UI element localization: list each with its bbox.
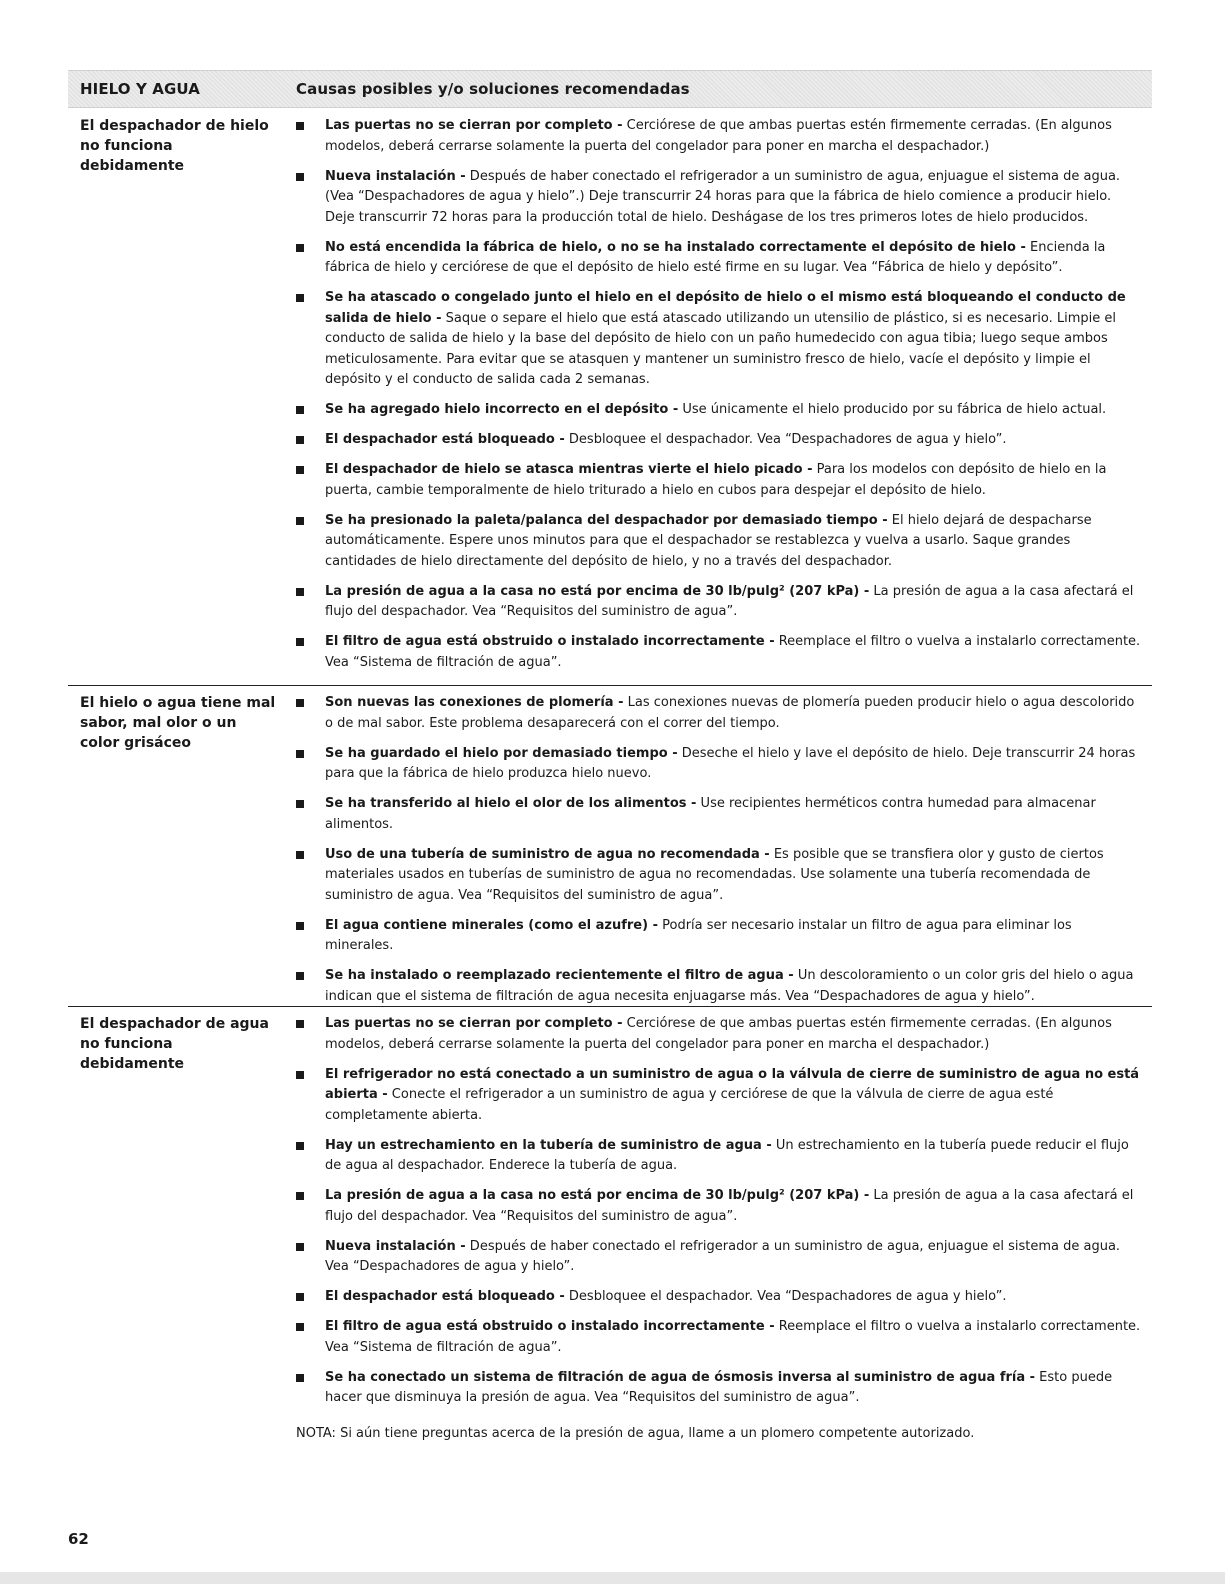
causes-list bbox=[296, 693, 1144, 1017]
square-bullet-icon bbox=[296, 466, 304, 474]
cause-description: Esto puede hacer que disminuya la presión de agua. Vea “Requisitos del suministro de agua”. bbox=[325, 1369, 1113, 1405]
square-bullet-icon bbox=[296, 1142, 304, 1150]
cause-description: Después de haber conectado el refrigerador a un suministro de agua, enjuague el sistema de agua. (Vea “Despachadores de agua y hielo”.) Deje transcurrir 24 horas para que la fábrica de hielo comience a producir hielo. Deje transcurrir 72 horas para la producción total de hielo. Deshágase de los tres primeros lotes de hielo producidos. bbox=[325, 168, 1121, 225]
cause-item bbox=[296, 430, 1144, 451]
cause-title: Se ha presionado la paleta/palanca del despachador por demasiado tiempo - bbox=[325, 512, 888, 528]
square-bullet-icon bbox=[296, 122, 304, 130]
header-causes: Causas posibles y/o soluciones recomendadas bbox=[296, 80, 690, 98]
problem-title: El despachador de hielo no funciona debidamente bbox=[80, 118, 269, 174]
cause-title: El despachador de hielo se atasca mientras vierte el hielo picado - bbox=[325, 462, 813, 477]
page-bottom-band bbox=[0, 1572, 1225, 1584]
cause-description: Saque o separe el hielo que está atascado utilizando un utensilio de plástico, si es necesario. Limpie el conducto de salida de hielo y la base del depósito de hielo con un paño humedecido con agua tibia; luego seque ambos meticulosamente. Para evitar que se atasquen y mantener un suministro fresco de hielo, vacíe el depósito y limpie el depósito y el conducto de salida cada 2 semanas. bbox=[325, 310, 1116, 387]
cause-item bbox=[296, 1317, 1144, 1358]
cause-title: Son nuevas las conexiones de plomería - bbox=[325, 695, 624, 710]
square-bullet-icon bbox=[296, 851, 304, 859]
note-text: NOTA: Si aún tiene preguntas acerca de la presión de agua, llame a un plomero competente autorizado. bbox=[296, 1426, 975, 1441]
cause-item bbox=[296, 966, 1144, 1007]
cause-item bbox=[296, 167, 1144, 229]
cause-description: Es posible que se transfiera olor y gusto de ciertos materiales usados en tuberías de suministro de agua no recomendadas. Use solamente una tubería recomendada de suministro de agua. Vea “Requisitos del suministro de agua”. bbox=[325, 846, 1104, 903]
square-bullet-icon bbox=[296, 800, 304, 808]
cause-description: La presión de agua a la casa afectará el flujo del despachador. Vea “Requisitos del suministro de agua”. bbox=[325, 1188, 1134, 1224]
cause-item bbox=[296, 1237, 1144, 1278]
cause-title: La presión de agua a la casa no está por encima de 30 lb/pulg² (207 kPa) - bbox=[325, 1188, 870, 1203]
header-category: HIELO Y AGUA bbox=[80, 80, 200, 98]
square-bullet-icon bbox=[296, 588, 304, 596]
cause-description: Reemplace el filtro o vuelva a instalarlo correctamente. Vea “Sistema de filtración de agua”. bbox=[325, 1319, 1141, 1355]
square-bullet-icon bbox=[296, 1020, 304, 1028]
cause-description: Use recipientes herméticos contra humedad para almacenar alimentos. bbox=[325, 796, 1096, 832]
square-bullet-icon bbox=[296, 1192, 304, 1200]
cause-description: Para los modelos con depósito de hielo en la puerta, cambie temporalmente de hielo triturado a hielo en cubos para despejar el depósito de hielo. bbox=[325, 462, 1107, 498]
cause-title: La presión de agua a la casa no está por encima de 30 lb/pulg² (207 kPa) - bbox=[325, 583, 870, 599]
square-bullet-icon bbox=[296, 436, 304, 444]
square-bullet-icon bbox=[296, 244, 304, 252]
cause-item bbox=[296, 1186, 1144, 1227]
square-bullet-icon bbox=[296, 1243, 304, 1251]
square-bullet-icon bbox=[296, 699, 304, 707]
cause-description: Desbloquee el despachador. Vea “Despachadores de agua y hielo”. bbox=[564, 1289, 1007, 1304]
problem-title: El hielo o agua tiene mal sabor, mal olor o un color grisáceo bbox=[80, 695, 276, 751]
cause-title: El refrigerador no está conectado a un suministro de agua o la válvula de cierre de suministro de agua no está abierta - bbox=[325, 1066, 1140, 1102]
cause-item bbox=[296, 1014, 1144, 1055]
square-bullet-icon bbox=[296, 173, 304, 181]
cause-title: No está encendida la fábrica de hielo, o no se ha instalado correctamente el depósito de hielo - bbox=[325, 239, 1026, 255]
cause-description: Conecte el refrigerador a un suministro de agua y cerciórese de que la válvula de cierre de agua esté completamente abierta. bbox=[325, 1087, 1054, 1123]
cause-item bbox=[296, 1368, 1144, 1409]
square-bullet-icon bbox=[296, 638, 304, 646]
cause-item bbox=[296, 1136, 1144, 1177]
square-bullet-icon bbox=[296, 406, 304, 414]
cause-title: Nueva instalación - bbox=[325, 168, 466, 184]
causes-list bbox=[296, 1014, 1144, 1418]
square-bullet-icon bbox=[296, 1323, 304, 1331]
cause-description: Cerciórese de que ambas puertas estén firmemente cerradas. (En algunos modelos, deberá cerrarse solamente la puerta del congelador para poner en marcha el despachador.) bbox=[325, 118, 1112, 154]
cause-item bbox=[296, 794, 1144, 835]
cause-title: El despachador está bloqueado - bbox=[325, 1289, 565, 1304]
cause-item bbox=[296, 1065, 1144, 1127]
cause-description: Un estrechamiento en la tubería puede reducir el flujo de agua al despachador. Enderece la tubería de agua. bbox=[325, 1137, 1129, 1173]
cause-title: Las puertas no se cierran por completo - bbox=[325, 118, 623, 133]
square-bullet-icon bbox=[296, 1071, 304, 1079]
cause-item bbox=[296, 744, 1144, 785]
section-divider bbox=[68, 685, 1152, 686]
cause-item bbox=[296, 116, 1144, 157]
cause-item bbox=[296, 693, 1144, 734]
cause-title: El filtro de agua está obstruido o instalado incorrectamente - bbox=[325, 1319, 775, 1334]
cause-description: Reemplace el filtro o vuelva a instalarlo correctamente. Vea “Sistema de filtración de agua”. bbox=[325, 634, 1141, 670]
causes-list bbox=[296, 116, 1144, 683]
cause-title: Se ha conectado un sistema de filtración de agua de ósmosis inversa al suministro de agua fría - bbox=[325, 1369, 1036, 1385]
cause-description: Encienda la fábrica de hielo y cerciórese de que el depósito de hielo esté firme en su lugar. Vea “Fábrica de hielo y depósito”. bbox=[325, 239, 1106, 275]
cause-description: La presión de agua a la casa afectará el flujo del despachador. Vea “Requisitos del suministro de agua”. bbox=[325, 583, 1134, 619]
cause-item bbox=[296, 460, 1144, 501]
cause-item bbox=[296, 916, 1144, 957]
cause-title: Se ha transferido al hielo el olor de los alimentos - bbox=[325, 796, 697, 811]
cause-item bbox=[296, 511, 1144, 573]
cause-title: Uso de una tubería de suministro de agua no recomendada - bbox=[325, 846, 770, 862]
cause-description: Podría ser necesario instalar un filtro de agua para eliminar los minerales. bbox=[325, 917, 1072, 953]
cause-item bbox=[296, 288, 1144, 391]
cause-title: Hay un estrechamiento en la tubería de suministro de agua - bbox=[325, 1137, 772, 1153]
cause-item bbox=[296, 582, 1144, 623]
square-bullet-icon bbox=[296, 1374, 304, 1382]
cause-item bbox=[296, 845, 1144, 907]
cause-item bbox=[296, 632, 1144, 673]
square-bullet-icon bbox=[296, 1293, 304, 1301]
cause-title: Las puertas no se cierran por completo - bbox=[325, 1016, 623, 1031]
cause-title: Nueva instalación - bbox=[325, 1238, 466, 1254]
cause-description: Las conexiones nuevas de plomería pueden producir hielo o agua descolorido o de mal sabor. Este problema desaparecerá con el correr del tiempo. bbox=[325, 695, 1135, 731]
cause-title: El filtro de agua está obstruido o instalado incorrectamente - bbox=[325, 634, 775, 649]
cause-title: Se ha guardado el hielo por demasiado tiempo - bbox=[325, 745, 678, 761]
table-header bbox=[68, 70, 1152, 108]
cause-title: El agua contiene minerales (como el azufre) - bbox=[325, 917, 658, 933]
cause-title: Se ha instalado o reemplazado recientemente el filtro de agua - bbox=[325, 968, 794, 983]
square-bullet-icon bbox=[296, 294, 304, 302]
cause-description: Desbloquee el despachador. Vea “Despachadores de agua y hielo”. bbox=[564, 432, 1007, 447]
cause-description: Use únicamente el hielo producido por su fábrica de hielo actual. bbox=[678, 402, 1107, 417]
square-bullet-icon bbox=[296, 972, 304, 980]
cause-item bbox=[296, 238, 1144, 279]
cause-title: El despachador está bloqueado - bbox=[325, 432, 565, 447]
square-bullet-icon bbox=[296, 517, 304, 525]
square-bullet-icon bbox=[296, 750, 304, 758]
cause-description: Un descoloramiento o un color gris del hielo o agua indican que el sistema de filtración de agua necesita enjuagarse más. Vea “Despachadores de agua y hielo”. bbox=[325, 968, 1134, 1004]
cause-description: Cerciórese de que ambas puertas estén firmemente cerradas. (En algunos modelos, deberá cerrarse solamente la puerta del congelador para poner en marcha el despachador.) bbox=[325, 1016, 1112, 1052]
cause-title: Se ha atascado o congelado junto el hielo en el depósito de hielo o el mismo está bloqueando el conducto de salida de hielo - bbox=[325, 290, 1126, 326]
cause-description: Deseche el hielo y lave el depósito de hielo. Deje transcurrir 24 horas para que la fábrica de hielo produzca hielo nuevo. bbox=[325, 745, 1136, 781]
section-divider bbox=[68, 1006, 1152, 1007]
page-number: 62 bbox=[68, 1530, 89, 1548]
cause-description: El hielo dejará de despacharse automáticamente. Espere unos minutos para que el despachador se restablezca y vuelva a usarlo. Saque grandes cantidades de hielo directamente del depósito de hielo, y no a través del despachador. bbox=[325, 512, 1092, 569]
square-bullet-icon bbox=[296, 922, 304, 930]
cause-item bbox=[296, 400, 1144, 421]
problem-title: El despachador de agua no funciona debidamente bbox=[80, 1016, 269, 1072]
cause-description: Después de haber conectado el refrigerador a un suministro de agua, enjuague el sistema de agua. Vea “Despachadores de agua y hielo”. bbox=[325, 1238, 1121, 1274]
cause-title: Se ha agregado hielo incorrecto en el depósito - bbox=[325, 402, 679, 417]
cause-item bbox=[296, 1287, 1144, 1308]
